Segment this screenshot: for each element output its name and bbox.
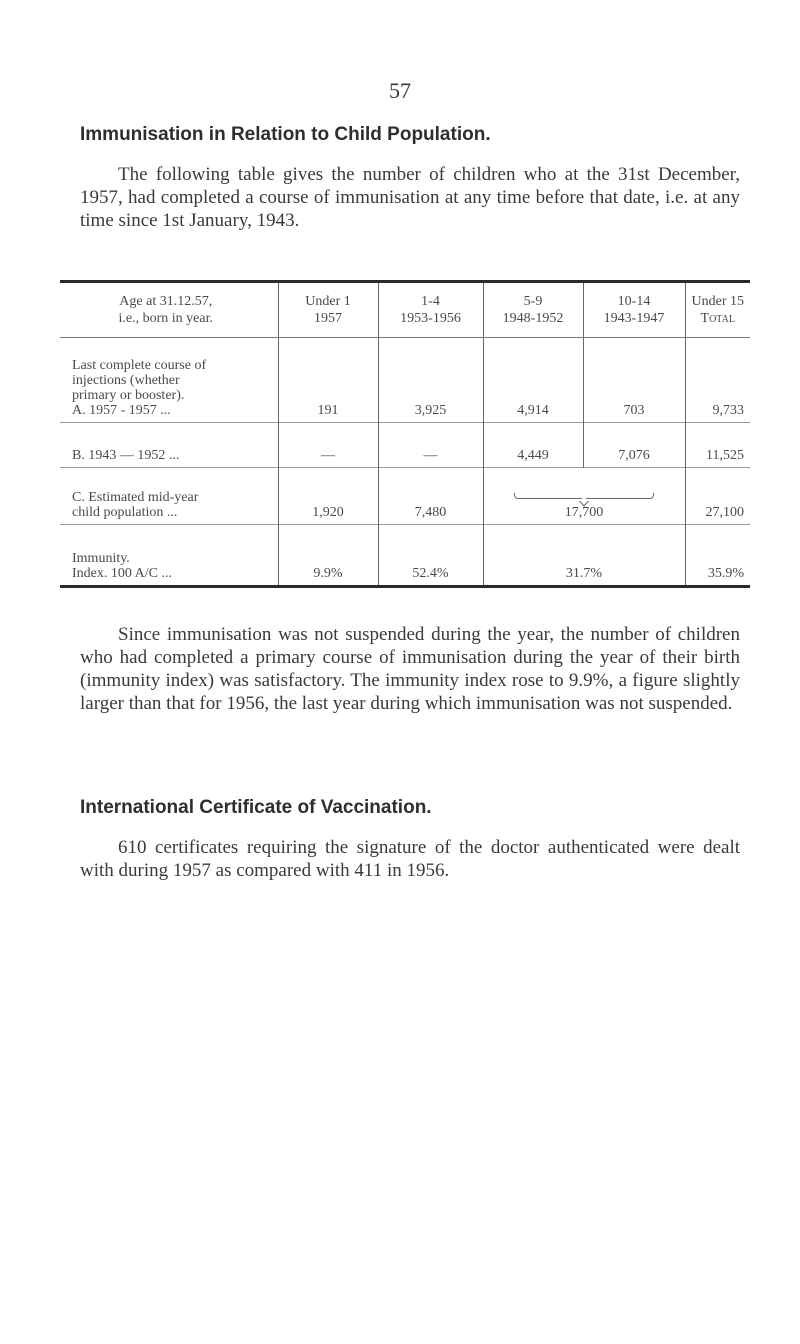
table-bottom-rule	[60, 585, 750, 588]
table-row-b	[60, 423, 750, 468]
row-a-5-9: 4,914	[483, 338, 583, 423]
table-row-c	[60, 468, 750, 525]
header-5-9: 5-9 1948-1952	[483, 283, 583, 338]
brace-mark	[514, 493, 654, 503]
table-row-d	[60, 525, 750, 586]
row-c-under-1: 1,920	[278, 468, 378, 525]
vaccination-paragraph: 610 certificates requiring the signature of the doctor authenticated were dealt with during 1957 as compared with 411 in 1956.	[80, 837, 740, 881]
row-b-1-4: —	[378, 423, 483, 468]
table-header-row	[60, 283, 750, 338]
row-b-5-9: 4,449	[483, 423, 583, 468]
row-b-under-1: —	[278, 423, 378, 468]
row-d-1-4: 52.4%	[378, 525, 483, 586]
header-age: Age at 31.12.57, i.e., born in year.	[60, 283, 278, 338]
page-number: 57	[389, 78, 411, 103]
row-d-total: 35.9%	[685, 525, 750, 586]
row-a-under-1: 191	[278, 338, 378, 423]
row-c-total: 27,100	[685, 468, 750, 525]
row-a-1-4: 3,925	[378, 338, 483, 423]
row-c-label: C. Estimated mid-year child population ...	[72, 490, 199, 520]
immunisation-table	[60, 280, 750, 588]
row-c-1-4: 7,480	[378, 468, 483, 525]
row-b-label: B. 1943 — 1952 ...	[72, 448, 180, 463]
table-row-a	[60, 338, 750, 423]
section-heading-vaccination: International Certificate of Vaccination.	[80, 797, 432, 818]
header-under-15-total: Under 15 Total	[685, 283, 750, 338]
row-d-label: Immunity. Index. 100 A/C ...	[72, 551, 172, 581]
row-b-total: 11,525	[685, 423, 750, 468]
row-a-total: 9,733	[685, 338, 750, 423]
row-d-5-14-combined: 31.7%	[483, 525, 685, 586]
header-1-4: 1-4 1953-1956	[378, 283, 483, 338]
row-d-under-1: 9.9%	[278, 525, 378, 586]
header-under-1: Under 1 1957	[278, 283, 378, 338]
section-heading-immunisation: Immunisation in Relation to Child Population.	[80, 124, 491, 145]
immunity-index-paragraph: Since immunisation was not suspended during the year, the number of children who had completed a primary course of immunisation during the year of their birth (immunity index) was satisfactory. The immunity index rose to 9.9%, a figure slightly larger than that for 1956, the last year during which immunisation was not suspended.	[80, 624, 740, 714]
row-a-10-14: 703	[583, 338, 685, 423]
intro-paragraph: The following table gives the number of children who at the 31st December, 1957, had completed a course of immunisation at any time before that date, i.e. at any time since 1st January, 1943.	[80, 164, 740, 231]
row-a-label: Last complete course of injections (whether primary or booster). A. 1957 - 1957 ...	[72, 358, 207, 418]
row-b-10-14: 7,076	[583, 423, 685, 468]
row-c-5-14-combined: 17,700	[483, 468, 685, 525]
header-10-14: 10-14 1943-1947	[583, 283, 685, 338]
